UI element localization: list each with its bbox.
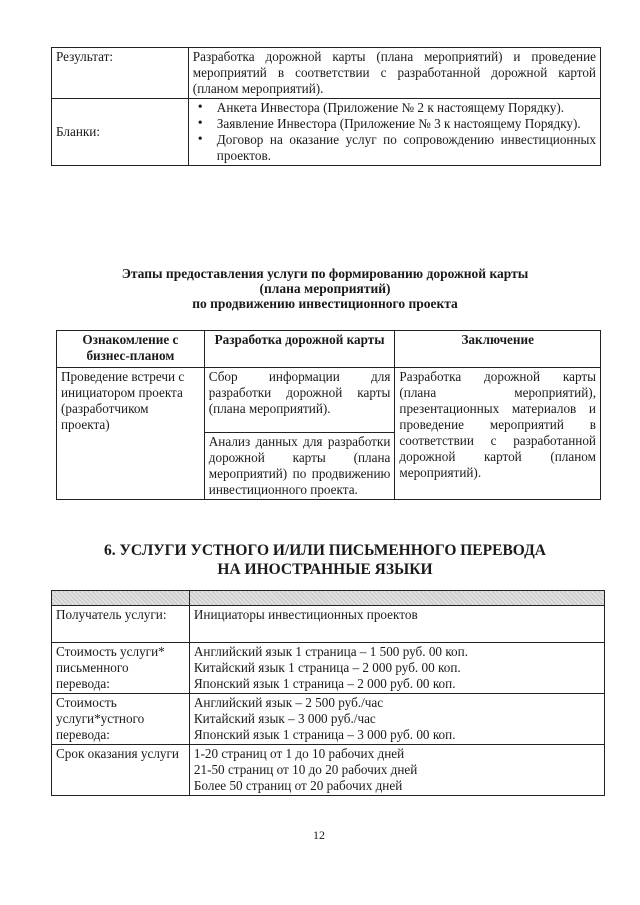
recipient-value	[189, 606, 604, 643]
section-title-line: НА ИНОСТРАННЫЕ ЯЗЫКИ	[217, 561, 433, 578]
stage-header-acquaintance: Ознакомление с бизнес-планом	[57, 331, 205, 368]
stage-roadmap-step-1: Сбор информации для разработки дорожной карты (плана мероприятий).	[204, 368, 395, 433]
table-row	[52, 606, 605, 643]
service-term-value	[189, 745, 604, 796]
oral-translation-price-value	[189, 694, 604, 745]
result-text: Разработка дорожной карты (плана мероприятий) и проведение мероприятий в соответствии с разработанной дорожной картой (планом мероприятий).	[188, 48, 600, 99]
stage-header-conclusion: Заключение	[395, 331, 601, 368]
forms-label: Бланки:	[52, 99, 189, 166]
written-translation-price-value	[189, 643, 604, 694]
list-item: • Анкета Инвестора (Приложение № 2 к настоящему Порядку).	[217, 100, 596, 116]
recipient-label: Получатель услуги:	[52, 606, 190, 643]
page-number: 12	[313, 828, 325, 842]
header-band-right	[189, 591, 604, 606]
value-line: 1-20 страниц от 1 до 10 рабочих дней	[193, 746, 405, 761]
result-label: Результат:	[52, 48, 189, 99]
table-header-band	[52, 591, 605, 606]
list-item: • Заявление Инвестора (Приложение № 3 к настоящему Порядку).	[217, 116, 596, 132]
value-line: Английский язык 1 страница – 1 500 руб. 00 коп.	[193, 644, 469, 659]
value-line: Японский язык 1 страница – 3 000 руб. 00 коп.	[193, 727, 456, 742]
translation-services-table	[51, 590, 605, 796]
stages-heading-line: (плана мероприятий)	[259, 281, 391, 296]
value-line: Английский язык – 2 500 руб./час	[193, 695, 384, 710]
value-line: Инициаторы инвестиционных проектов	[193, 607, 418, 622]
value-line: Китайский язык – 3 000 руб./час	[193, 711, 376, 726]
stages-table	[56, 330, 601, 500]
table-row	[52, 694, 605, 745]
header-band-left	[52, 591, 190, 606]
stage-roadmap-step-2: Анализ данных для разработки дорожной карты (плана мероприятий) по продвижению инвестиционного проекта.	[204, 433, 395, 500]
stage-acquaintance-text: Проведение встречи с инициатором проекта (разработчиком проекта)	[57, 368, 205, 500]
value-line: 21-50 страниц от 10 до 20 рабочих дней	[193, 762, 418, 777]
stages-heading	[60, 266, 590, 311]
section-title	[60, 541, 590, 579]
table-row	[52, 745, 605, 796]
table-row	[52, 48, 601, 99]
written-translation-price-label: Стоимость услуги* письменного перевода:	[52, 643, 190, 694]
stage-conclusion-text: Разработка дорожной карты (плана мероприятий), презентационных материалов и проведение мероприятий в соответствии с разработанной дорожной картой (планом мероприятий).	[395, 368, 601, 500]
value-line: Японский язык 1 страница – 2 000 руб. 00 коп.	[193, 676, 456, 691]
section-title-line: 6. УСЛУГИ УСТНОГО И/ИЛИ ПИСЬМЕННОГО ПЕРЕВОДА	[104, 542, 546, 559]
table-row	[57, 368, 601, 433]
table-row	[52, 99, 601, 166]
table-header-row	[57, 331, 601, 368]
stages-heading-line: по продвижению инвестиционного проекта	[192, 296, 458, 311]
forms-list-cell	[188, 99, 600, 166]
value-line: Более 50 страниц от 20 рабочих дней	[193, 778, 403, 793]
service-term-label: Срок оказания услуги	[52, 745, 190, 796]
stages-heading-line: Этапы предоставления услуги по формированию дорожной карты	[121, 266, 529, 281]
list-item: • Договор на оказание услуг по сопровождению инвестиционных проектов.	[217, 132, 596, 164]
table-row	[52, 643, 605, 694]
service-details-table	[51, 47, 601, 166]
oral-translation-price-label: Стоимость услуги*устного перевода:	[52, 694, 190, 745]
stage-header-roadmap: Разработка дорожной карты	[204, 331, 395, 368]
value-line: Китайский язык 1 страница – 2 000 руб. 00 коп.	[193, 660, 461, 675]
forms-list	[193, 100, 596, 164]
